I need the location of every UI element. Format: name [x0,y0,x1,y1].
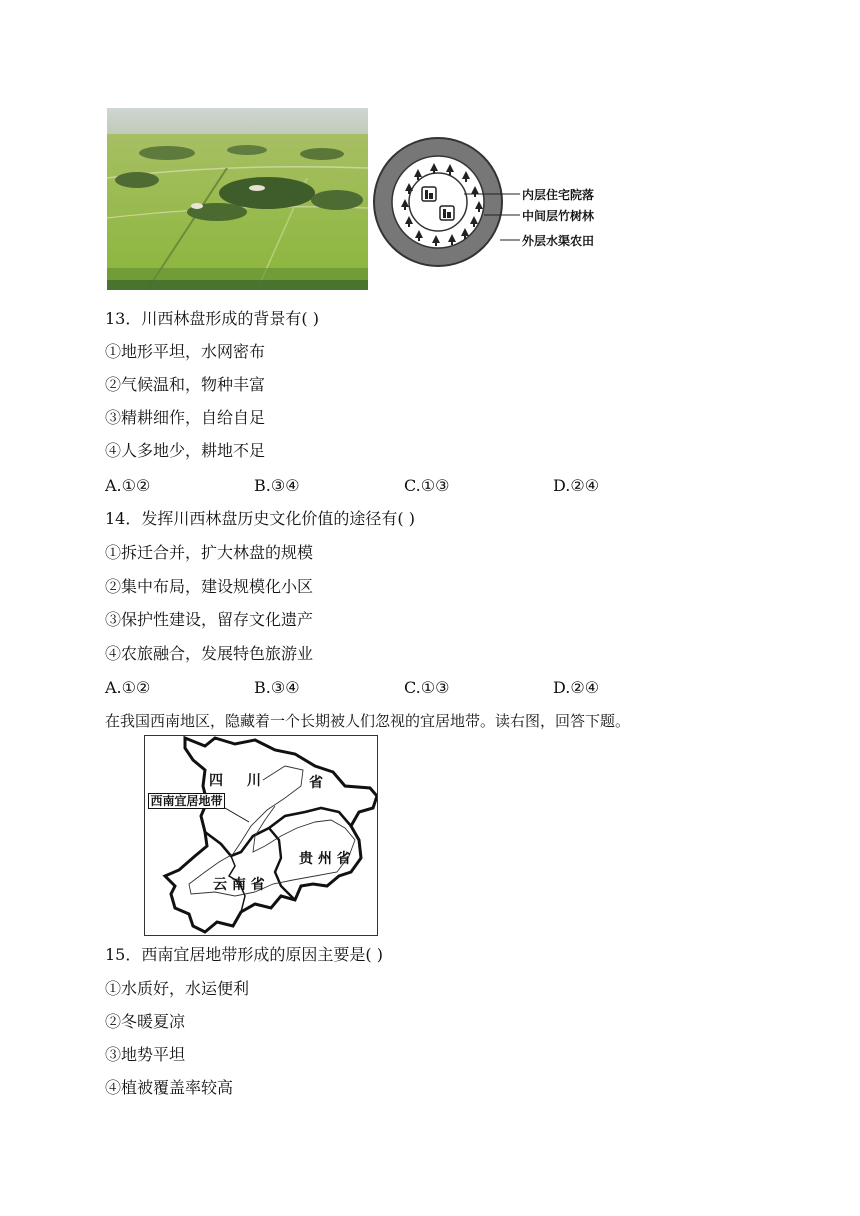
q15-stem: 15．西南宜居地带形成的原因主要是( ) [105,945,383,964]
q13-stem: 13．川西林盘形成的背景有( ) [105,309,319,328]
map-label-sichuan-3: 省 [309,775,323,791]
map-label-yunnan: 云 南 省 [213,877,265,893]
southwest-map [144,735,378,936]
q14-item-4: ④农旅融合，发展特色旅游业 [105,644,314,663]
linpan-structure-diagram [372,136,612,268]
linpan-photo [107,108,368,290]
q13-option-c: C.①③ [404,476,450,495]
q14-item-3: ③保护性建设，留存文化遗产 [105,610,314,629]
q15-item-1: ①水质好，水运便利 [105,979,250,998]
q13-item-1: ①地形平坦，水网密布 [105,342,266,361]
q14-option-c: C.①③ [404,678,450,697]
q13-option-d: D.②④ [553,476,600,495]
map-outline-svg [145,736,378,936]
q15-item-3: ③地势平坦 [105,1045,186,1064]
q14-item-2: ②集中布局，建设规模化小区 [105,577,314,596]
label-middle-layer: 中间层竹树林 [522,209,595,223]
q13-option-b: B.③④ [254,476,300,495]
q13-option-a: A.①② [105,476,151,495]
map-belt-label: 西南宜居地带 [148,793,225,809]
linpan-photo-illustration [107,108,368,290]
label-inner-layer: 内层住宅院落 [522,188,595,202]
q15-item-4: ④植被覆盖率较高 [105,1078,234,1097]
label-outer-layer: 外层水渠农田 [522,234,595,248]
section-intro: 在我国西南地区，隐藏着一个长期被人们忽视的宜居地带。读右图，回答下题。 [105,712,631,730]
q14-stem: 14．发挥川西林盘历史文化价值的途径有( ) [105,509,415,528]
q14-option-a: A.①② [105,678,151,697]
q13-item-4: ④人多地少，耕地不足 [105,441,266,460]
q13-item-3: ③精耕细作，自给自足 [105,408,266,427]
q14-option-d: D.②④ [553,678,600,697]
q14-option-b: B.③④ [254,678,300,697]
q15-item-2: ②冬暖夏凉 [105,1012,186,1031]
map-label-guizhou: 贵 州 省 [299,851,351,867]
q13-item-2: ②气候温和，物种丰富 [105,375,266,394]
map-label-sichuan-2: 川 [247,773,261,789]
q14-item-1: ①拆迁合并，扩大林盘的规模 [105,543,314,562]
map-label-sichuan-1: 四 [209,773,223,789]
